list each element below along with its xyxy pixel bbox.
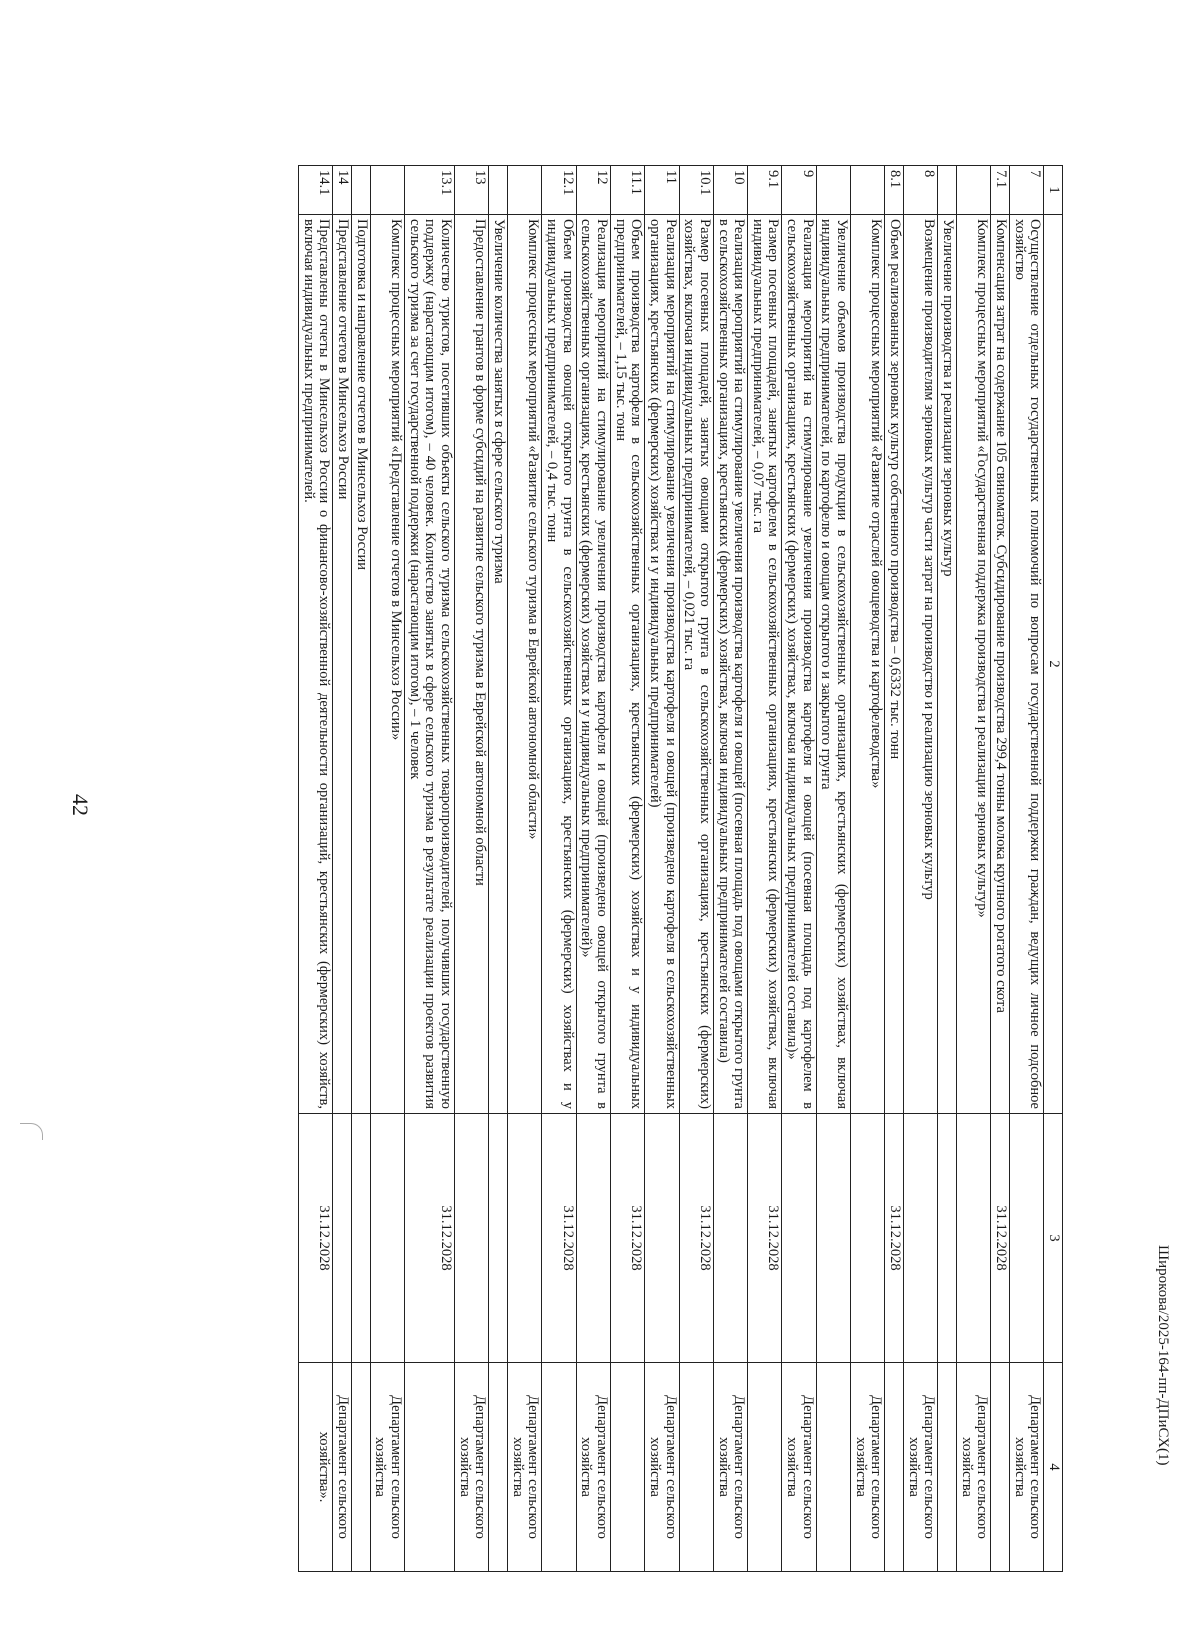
table-row xyxy=(645,166,679,1572)
row-number-cell: 10.1 xyxy=(679,166,713,215)
row-deadline-cell xyxy=(816,1114,850,1363)
row-description-cell: Количество туристов, посетивших объекты сельского туризма сельскохозяйственных товаропроизводителей, получивших государственную поддержку (нарастающим итогом), – 40 человек. Количество занятых в сфере сельского туризма в результате реализации проектов развития сельского туризма за счет государственной поддержки (нарастающим итогом), – 1 человек xyxy=(405,215,455,1114)
row-description-cell: Комплекс процессных мероприятий «Развитие сельского туризма в Еврейской автономной области» xyxy=(508,215,542,1114)
table-row xyxy=(782,166,816,1572)
row-number-cell: 9 xyxy=(782,166,816,215)
row-description-cell: Возмещение производителям зерновых культур части затрат на производство и реализацию зерновых культур xyxy=(904,215,938,1114)
row-responsible-cell: Департамент сельского xyxy=(333,1363,352,1572)
table-row xyxy=(938,166,957,1572)
row-description-cell: Реализация мероприятий на стимулирование увеличения производства картофеля и овощей (посевная площадь под картофелем в сельскохозяйственных организациях, крестьянских (фермерских) хозяйствах, включая индивидуальных предпринимателей составила)» xyxy=(782,215,816,1114)
row-description-cell: Реализация мероприятий на стимулирование увеличения производства картофеля и овощей (посевная площадь под овощами открытого грунта в сельскохозяйственных организациях, крестьянских (фермерских) хозяйствах, включая индивидуальных предпринимателей составила) xyxy=(713,215,747,1114)
row-description-cell: Объем производства овощей открытого грунта в сельскохозяйственных организациях, крестьянских (фермерских) хозяйствах и у индивидуальных предпринимателей, – 0,4 тыс. тонн xyxy=(542,215,576,1114)
table-row xyxy=(576,166,610,1572)
table-row xyxy=(370,166,404,1572)
document-id: Широкова/2025-164-пп-ДПиСХ(1) xyxy=(1155,1245,1171,1466)
table-row xyxy=(333,166,352,1572)
row-description-cell: Подготовка и направление отчетов в Минсельхоз России xyxy=(352,215,371,1114)
row-responsible-cell xyxy=(405,1363,455,1572)
row-responsible-cell: Департамент сельского хозяйства xyxy=(851,1363,885,1572)
row-number-cell: 13.1 xyxy=(405,166,455,215)
row-deadline-cell xyxy=(333,1114,352,1363)
row-number-cell: 8 xyxy=(904,166,938,215)
table-row xyxy=(816,166,850,1572)
table-row xyxy=(542,166,576,1572)
row-description-cell: Увеличение производства и реализации зерновых культур xyxy=(938,215,957,1114)
row-deadline-cell: 31.12.2028 xyxy=(405,1114,455,1363)
row-deadline-cell: 31.12.2028 xyxy=(991,1114,1010,1363)
row-description-cell: Реализация мероприятий на стимулирование увеличения производства картофеля и овощей (произведено картофеля в сельскохозяйственных организациях, крестьянских (фермерских) хозяйствах и у индивидуальных предпринимателей) xyxy=(645,215,679,1114)
table-row xyxy=(1010,166,1044,1572)
row-responsible-cell: хозяйства». xyxy=(299,1363,333,1572)
row-number-cell xyxy=(489,166,508,215)
row-deadline-cell xyxy=(455,1114,489,1363)
row-deadline-cell: 31.12.2028 xyxy=(679,1114,713,1363)
table-header-row xyxy=(1044,166,1063,1572)
activities-table xyxy=(298,165,1063,1572)
table-row xyxy=(748,166,782,1572)
row-description-cell: Осуществление отдельных государственных полномочий по вопросам государственной поддержки граждан, ведущих личное подсобное хозяйство xyxy=(1010,215,1044,1114)
row-number-cell xyxy=(851,166,885,215)
row-deadline-cell xyxy=(352,1114,371,1363)
table-row xyxy=(455,166,489,1572)
row-responsible-cell: Департамент сельского хозяйства xyxy=(904,1363,938,1572)
row-number-cell xyxy=(352,166,371,215)
rotated-page-content xyxy=(3,55,1171,1555)
row-number-cell: 12.1 xyxy=(542,166,576,215)
row-responsible-cell xyxy=(679,1363,713,1572)
row-responsible-cell xyxy=(816,1363,850,1572)
table-row xyxy=(851,166,885,1572)
row-deadline-cell: 31.12.2028 xyxy=(610,1114,644,1363)
row-description-cell: Представление отчетов в Минсельхоз России xyxy=(333,215,352,1114)
row-description-cell: Предоставление грантов в форме субсидий на развитие сельского туризма в Еврейской автономной области xyxy=(455,215,489,1114)
row-description-cell: Размер посевных площадей, занятых картофелем в сельскохозяйственных организациях, крестьянских (фермерских) хозяйствах, включая индивидуальных предпринимателей, – 0,07 тыс. га xyxy=(748,215,782,1114)
row-deadline-cell xyxy=(713,1114,747,1363)
table-row xyxy=(299,166,333,1572)
header-cell-4: 4 xyxy=(1044,1363,1063,1572)
row-number-cell: 10 xyxy=(713,166,747,215)
row-deadline-cell: 31.12.2028 xyxy=(542,1114,576,1363)
row-deadline-cell xyxy=(938,1114,957,1363)
row-responsible-cell: Департамент сельского хозяйства xyxy=(508,1363,542,1572)
row-number-cell: 14 xyxy=(333,166,352,215)
row-deadline-cell xyxy=(508,1114,542,1363)
table-row xyxy=(885,166,904,1572)
row-number-cell: 14.1 xyxy=(299,166,333,215)
table-row xyxy=(508,166,542,1572)
row-responsible-cell: Департамент сельского хозяйства xyxy=(645,1363,679,1572)
row-description-cell: Комплекс процессных мероприятий «Развитие отраслей овощеводства и картофелеводства» xyxy=(851,215,885,1114)
row-number-cell: 7.1 xyxy=(991,166,1010,215)
row-deadline-cell xyxy=(851,1114,885,1363)
row-number-cell xyxy=(508,166,542,215)
row-number-cell: 11.1 xyxy=(610,166,644,215)
row-responsible-cell xyxy=(542,1363,576,1572)
row-responsible-cell: Департамент сельского хозяйства xyxy=(1010,1363,1044,1572)
row-deadline-cell: 31.12.2028 xyxy=(299,1114,333,1363)
row-responsible-cell: Департамент сельского хозяйства xyxy=(713,1363,747,1572)
row-responsible-cell xyxy=(489,1363,508,1572)
row-responsible-cell: Департамент сельского хозяйства xyxy=(370,1363,404,1572)
row-number-cell xyxy=(957,166,991,215)
row-number-cell: 13 xyxy=(455,166,489,215)
table-row xyxy=(679,166,713,1572)
row-number-cell: 8.1 xyxy=(885,166,904,215)
scan-mark xyxy=(20,1123,43,1140)
row-number-cell: 12 xyxy=(576,166,610,215)
row-number-cell: 11 xyxy=(645,166,679,215)
table-row xyxy=(957,166,991,1572)
row-responsible-cell: Департамент сельского хозяйства xyxy=(957,1363,991,1572)
page-number: 42 xyxy=(68,794,93,816)
row-description-cell: Объем реализованных зерновых культур собственного производства – 0,6332 тыс. тонн xyxy=(885,215,904,1114)
row-description-cell: Комплекс процессных мероприятий «Государственная поддержка производства и реализации зерновых культур» xyxy=(957,215,991,1114)
header-cell-1: 1 xyxy=(1044,166,1063,215)
row-number-cell: 7 xyxy=(1010,166,1044,215)
table-row xyxy=(713,166,747,1572)
row-description-cell: Комплекс процессных мероприятий «Представление отчетов в Минсельхоз России» xyxy=(370,215,404,1114)
row-number-cell xyxy=(938,166,957,215)
row-deadline-cell xyxy=(904,1114,938,1363)
row-deadline-cell: 31.12.2028 xyxy=(748,1114,782,1363)
row-deadline-cell xyxy=(489,1114,508,1363)
row-description-cell: Компенсация затрат на содержание 105 свиноматок. Субсидирование производства 299,4 тонны молока крупного рогатого скота xyxy=(991,215,1010,1114)
row-deadline-cell xyxy=(576,1114,610,1363)
table-row xyxy=(610,166,644,1572)
row-description-cell: Увеличение объемов производства продукции в сельскохозяйственных организациях, крестьянских (фермерских) хозяйствах, включая индивидуальных предпринимателей, по картофелю и овощам открытого и закрытого грунта xyxy=(816,215,850,1114)
row-responsible-cell xyxy=(885,1363,904,1572)
row-description-cell: Представлены отчеты в Минсельхоз России о финансово-хозяйственной деятельности организаций, крестьянских (фермерских) хозяйств, включая индивидуальных предпринимателей. xyxy=(299,215,333,1114)
row-responsible-cell: Департамент сельского хозяйства xyxy=(576,1363,610,1572)
table-row xyxy=(352,166,371,1572)
table-row xyxy=(904,166,938,1572)
row-number-cell xyxy=(370,166,404,215)
row-responsible-cell xyxy=(991,1363,1010,1572)
row-responsible-cell xyxy=(610,1363,644,1572)
row-description-cell: Размер посевных площадей, занятых овощами открытого грунта в сельскохозяйственных организациях, крестьянских (фермерских) хозяйствах, включая индивидуальных предпринимателей, – 0,021 тыс. га xyxy=(679,215,713,1114)
row-deadline-cell xyxy=(957,1114,991,1363)
row-number-cell xyxy=(816,166,850,215)
row-deadline-cell: 31.12.2028 xyxy=(885,1114,904,1363)
header-cell-2: 2 xyxy=(1044,215,1063,1114)
table-row xyxy=(991,166,1010,1572)
row-responsible-cell xyxy=(352,1363,371,1572)
row-responsible-cell: Департамент сельского хозяйства xyxy=(455,1363,489,1572)
header-cell-3: 3 xyxy=(1044,1114,1063,1363)
row-deadline-cell xyxy=(782,1114,816,1363)
row-responsible-cell xyxy=(748,1363,782,1572)
table-body xyxy=(299,166,1063,1572)
row-responsible-cell: Департамент сельского хозяйства xyxy=(782,1363,816,1572)
row-description-cell: Реализация мероприятий на стимулирование увеличения производства картофеля и овощей (произведено овощей открытого грунта в сельскохозяйственных организациях, крестьянских (фермерских) хозяйствах и у индивидуальных предпринимателей)» xyxy=(576,215,610,1114)
row-deadline-cell xyxy=(370,1114,404,1363)
row-description-cell: Увеличение количества занятых в сфере сельского туризма xyxy=(489,215,508,1114)
table-row xyxy=(489,166,508,1572)
row-responsible-cell xyxy=(938,1363,957,1572)
row-description-cell: Объем производства картофеля в сельскохозяйственных организациях, крестьянских (фермерских) хозяйствах и у индивидуальных предпринимателей, – 1,15 тыс. тонн xyxy=(610,215,644,1114)
table-row xyxy=(405,166,455,1572)
row-number-cell: 9.1 xyxy=(748,166,782,215)
row-deadline-cell xyxy=(645,1114,679,1363)
row-deadline-cell xyxy=(1010,1114,1044,1363)
